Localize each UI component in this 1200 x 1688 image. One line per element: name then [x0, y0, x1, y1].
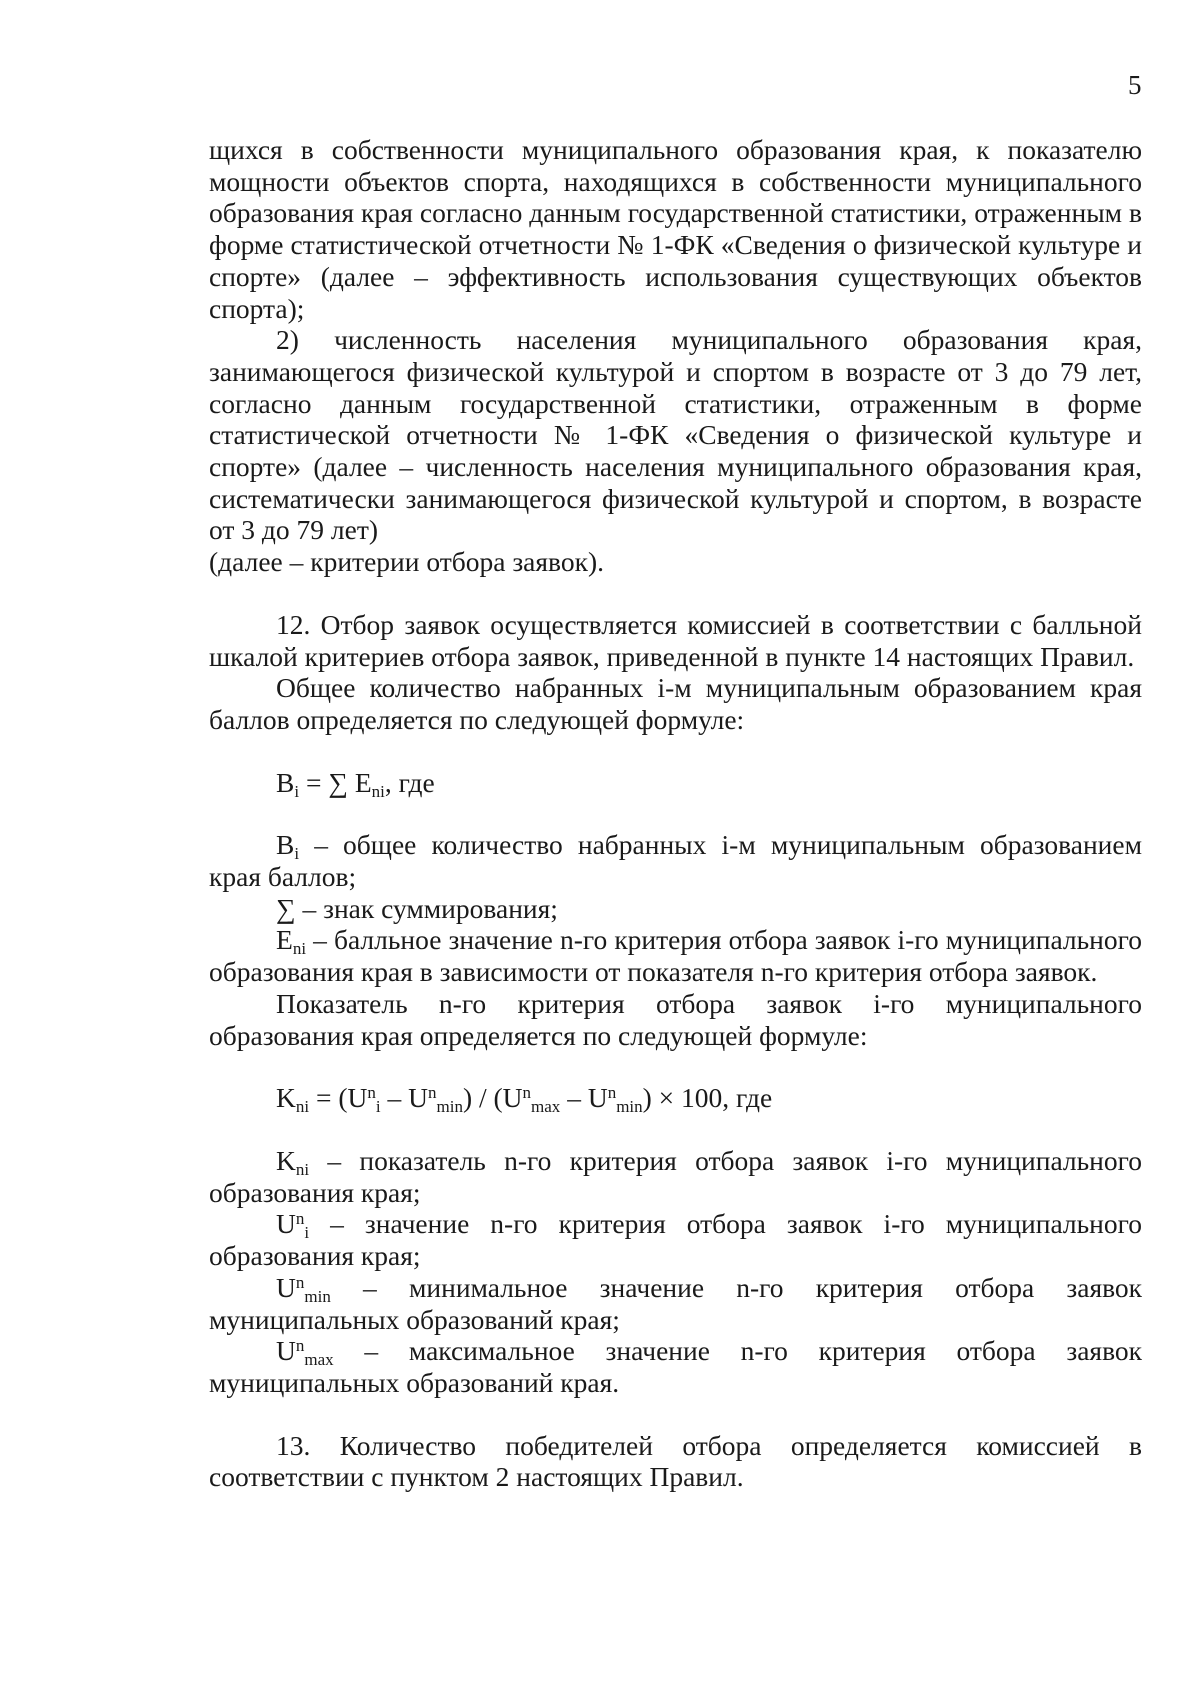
document-body — [209, 134, 1142, 1493]
paragraph-12: 12. Отбор заявок осуществляется комиссией в соответствии с балльной шкалой критериев отбора заявок, приведенной в пункте 14 настоящих Правил. — [209, 608, 1142, 672]
definition-k: $K_{ni}$ – показатель n-го критерия отбора заявок i-го муниципального образования края; — [209, 1144, 1142, 1208]
paragraph-item-2-tail: (далее – критерии отбора заявок). — [209, 546, 604, 578]
formula-total-points: $B_i$ = ∑ $E_{ni}$, где — [276, 766, 435, 801]
paragraph-item-2: 2) численность населения муниципального образования края, занимающегося физической культурой и спортом в возрасте от 3 до 79 лет, согласно данным государственной статистики, отраженным в форме статистической отчетности № 1-ФК «Сведения о физической культуре и спорте» (далее – численность населения муниципального образования края, систематически занимающегося физической культурой и спортом, в возрасте от 3 до 79 лет) — [209, 324, 1142, 546]
paragraph-13: 13. Количество победителей отбора определяется комиссией в соответствии с пунктом 2 настоящих Правил. — [209, 1429, 1142, 1493]
definition-u-i: $U^n_i$ – значение n-го критерия отбора заявок i-го муниципального образования края; — [209, 1208, 1142, 1272]
definition-sum: ∑ – знак суммирования; — [276, 892, 558, 924]
formula-indicator: $K_{ni} = (U^n_i - U^n_{min}) / (U^n_{max} - U^n_{min}) \times 100$, где — [276, 1082, 773, 1117]
definition-u-min: $U^n_{min}$ – минимальное значение n-го критерия отбора заявок муниципальных образований края; — [209, 1271, 1142, 1335]
paragraph-total-points: Общее количество набранных i-м муниципальным образованием края баллов определяется по следующей формуле: — [209, 672, 1142, 735]
definition-u-max: $U^n_{max}$ – максимальное значение n-го критерия отбора заявок муниципальных образований края. — [209, 1335, 1142, 1398]
definition-e: $E_{ni}$ – балльное значение n-го критерия отбора заявок i-го муниципального образования края в зависимости от показателя n-го критерия отбора заявок. — [209, 924, 1142, 988]
paragraph-intro: щихся в собственности муниципального образования края, к показателю мощности объектов спорта, находящихся в собственности муниципального образования края согласно данным государственной статистики, отраженным в форме статистической отчетности № 1-ФК «Сведения о физической культуре и спорте» (далее – эффективность использования существующих объектов спорта); — [209, 134, 1142, 324]
page-number: 5 — [1128, 70, 1142, 100]
paragraph-indicator: Показатель n-го критерия отбора заявок i-го муниципального образования края определяется по следующей формуле: — [209, 987, 1142, 1051]
definition-b: $B_i$ – общее количество набранных i-м муниципальным образованием края баллов; — [209, 829, 1142, 893]
